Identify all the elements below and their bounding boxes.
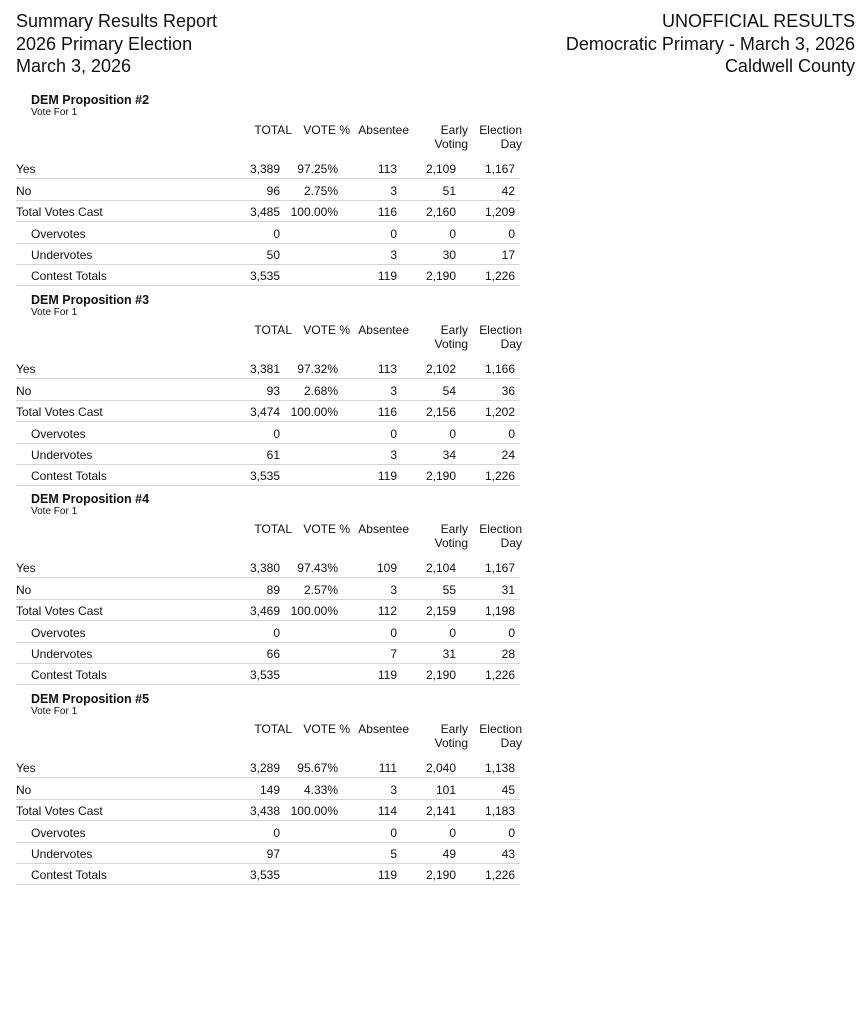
cell-election-day: 31 — [501, 582, 515, 597]
contest-title: DEM Proposition #4 — [31, 492, 150, 506]
cell-total: 66 — [266, 646, 280, 661]
cell-vote-pct: 95.67% — [297, 761, 338, 776]
row-label: No — [16, 582, 32, 597]
col-header-absentee: Absentee — [358, 123, 409, 137]
cell-absentee: 113 — [377, 362, 397, 377]
cell-vote-pct: 100.00% — [290, 804, 338, 819]
table-row — [16, 600, 520, 621]
row-label: No — [16, 383, 32, 398]
col-header-eday-line1: Election — [479, 323, 522, 337]
cell-early-voting: 51 — [442, 183, 456, 198]
cell-total: 89 — [266, 582, 280, 597]
col-header-total: TOTAL — [254, 123, 292, 137]
col-header-vote-pct: VOTE % — [303, 323, 350, 337]
cell-total: 3,485 — [249, 205, 280, 220]
cell-vote-pct: 97.32% — [297, 362, 338, 377]
row-label: Contest Totals — [31, 469, 107, 484]
col-header-election-day — [479, 124, 522, 151]
table-row — [16, 621, 520, 642]
contest-vote-for: Vote For 1 — [31, 107, 78, 118]
col-header-eday-line2: Day — [500, 735, 522, 750]
cell-total: 50 — [266, 247, 280, 262]
col-header-early-line1: Early — [440, 323, 468, 337]
cell-total: 97 — [266, 846, 280, 861]
row-label: Undervotes — [31, 447, 93, 462]
cell-total: 3,474 — [249, 405, 280, 420]
col-header-absentee: Absentee — [358, 722, 409, 736]
cell-early-voting: 55 — [442, 582, 456, 597]
col-header-total: TOTAL — [254, 323, 292, 337]
cell-vote-pct: 100.00% — [290, 604, 338, 619]
cell-absentee: 3 — [390, 383, 397, 398]
cell-early-voting: 49 — [442, 846, 456, 861]
cell-total: 3,381 — [249, 362, 280, 377]
cell-absentee: 114 — [377, 804, 397, 819]
cell-election-day: 28 — [501, 646, 515, 661]
contest-block — [16, 93, 520, 286]
cell-election-day: 1,198 — [484, 604, 515, 619]
row-label: Total Votes Cast — [16, 604, 103, 619]
cell-total: 0 — [273, 226, 280, 241]
report-title: Summary Results Report — [16, 11, 218, 31]
election-date: March 3, 2026 — [16, 56, 132, 76]
col-header-absentee: Absentee — [358, 522, 409, 536]
table-row — [16, 578, 520, 599]
cell-absentee: 116 — [377, 405, 397, 420]
row-label: Yes — [16, 561, 36, 576]
cell-vote-pct: 4.33% — [303, 782, 338, 797]
cell-total: 3,380 — [249, 561, 280, 576]
cell-early-voting: 31 — [442, 646, 456, 661]
row-label: Total Votes Cast — [16, 804, 103, 819]
cell-absentee: 3 — [390, 183, 397, 198]
cell-absentee: 119 — [377, 469, 397, 484]
cell-vote-pct: 2.57% — [303, 582, 338, 597]
cell-total: 3,535 — [249, 868, 280, 883]
report-header-left — [16, 10, 217, 78]
contest-vote-for: Vote For 1 — [31, 307, 78, 318]
contest-title: DEM Proposition #3 — [31, 293, 150, 307]
col-header-eday-line2: Day — [500, 336, 522, 351]
row-label: Yes — [16, 362, 36, 377]
cell-absentee: 0 — [390, 625, 397, 640]
col-header-total: TOTAL — [254, 722, 292, 736]
row-label: No — [16, 782, 32, 797]
cell-total: 3,469 — [249, 604, 280, 619]
cell-absentee: 3 — [390, 782, 397, 797]
contest-block — [16, 492, 520, 685]
cell-absentee: 119 — [377, 668, 397, 683]
col-header-eday-line2: Day — [500, 535, 522, 550]
table-row — [16, 778, 520, 799]
report-header-right — [566, 10, 855, 78]
col-header-vote-pct: VOTE % — [303, 522, 350, 536]
table-row — [16, 179, 520, 200]
col-header-eday-line1: Election — [479, 522, 522, 536]
column-headers — [16, 124, 520, 158]
cell-early-voting: 2,104 — [425, 561, 456, 576]
row-label: Total Votes Cast — [16, 405, 103, 420]
table-row — [16, 158, 520, 179]
contest-block — [16, 692, 520, 885]
table-row — [16, 664, 520, 685]
col-header-early-voting — [435, 523, 468, 550]
table-row — [16, 821, 520, 842]
cell-absentee: 109 — [376, 561, 397, 576]
cell-vote-pct: 97.25% — [297, 162, 338, 177]
cell-total: 93 — [266, 383, 280, 398]
cell-election-day: 1,226 — [484, 868, 515, 883]
contest-block — [16, 293, 520, 486]
cell-vote-pct: 100.00% — [290, 405, 338, 420]
table-row — [16, 401, 520, 422]
cell-early-voting: 2,040 — [425, 761, 456, 776]
col-header-early-line2: Voting — [434, 136, 468, 151]
col-header-election-day — [479, 324, 522, 351]
cell-election-day: 24 — [501, 447, 515, 462]
cell-absentee: 0 — [390, 226, 397, 241]
cell-election-day: 1,226 — [484, 269, 515, 284]
cell-vote-pct: 100.00% — [290, 205, 338, 220]
table-row — [16, 864, 520, 885]
col-header-vote-pct: VOTE % — [303, 123, 350, 137]
cell-early-voting: 2,160 — [425, 205, 456, 220]
table-row — [16, 757, 520, 778]
row-label: Contest Totals — [31, 668, 107, 683]
col-header-eday-line2: Day — [500, 136, 522, 151]
cell-total: 0 — [273, 825, 280, 840]
col-header-early-voting — [435, 324, 468, 351]
col-header-total: TOTAL — [254, 522, 292, 536]
cell-vote-pct: 97.43% — [297, 561, 338, 576]
election-name: 2026 Primary Election — [16, 33, 193, 54]
cell-absentee: 3 — [390, 582, 397, 597]
col-header-eday-line1: Election — [479, 123, 522, 137]
county-name: Caldwell County — [724, 56, 855, 76]
row-label: Undervotes — [31, 846, 93, 861]
cell-total: 0 — [273, 426, 280, 441]
cell-total: 149 — [259, 782, 280, 797]
table-row — [16, 379, 520, 400]
table-row — [16, 843, 520, 864]
cell-early-voting: 2,141 — [425, 804, 456, 819]
cell-total: 3,535 — [249, 469, 280, 484]
table-row — [16, 244, 520, 265]
cell-absentee: 116 — [377, 205, 397, 220]
cell-vote-pct: 2.68% — [303, 383, 338, 398]
table-row — [16, 201, 520, 222]
cell-absentee: 119 — [377, 868, 397, 883]
cell-early-voting: 2,102 — [425, 362, 456, 377]
cell-absentee: 119 — [377, 269, 397, 284]
cell-early-voting: 0 — [449, 226, 456, 241]
cell-early-voting: 34 — [442, 447, 456, 462]
col-header-early-line2: Voting — [434, 735, 468, 750]
contest-title: DEM Proposition #2 — [31, 93, 150, 107]
row-label: Total Votes Cast — [16, 205, 103, 220]
col-header-vote-pct: VOTE % — [303, 722, 350, 736]
col-header-early-line1: Early — [440, 123, 468, 137]
cell-early-voting: 0 — [449, 426, 456, 441]
cell-total: 96 — [266, 183, 280, 198]
row-label: Overvotes — [31, 625, 86, 640]
cell-early-voting: 0 — [449, 625, 456, 640]
contest-title: DEM Proposition #5 — [31, 692, 150, 706]
cell-absentee: 111 — [378, 761, 397, 776]
col-header-early-line1: Early — [440, 522, 468, 536]
primary-name: Democratic Primary - March 3, 2026 — [565, 33, 855, 54]
column-headers — [16, 723, 520, 757]
row-label: Contest Totals — [31, 868, 107, 883]
row-label: Yes — [16, 162, 36, 177]
cell-total: 61 — [266, 447, 280, 462]
row-label: Overvotes — [31, 426, 86, 441]
cell-election-day: 1,202 — [484, 405, 515, 420]
col-header-election-day — [479, 723, 522, 750]
cell-early-voting: 2,156 — [425, 405, 456, 420]
cell-absentee: 7 — [390, 646, 397, 661]
cell-election-day: 43 — [501, 846, 515, 861]
contest-vote-for: Vote For 1 — [31, 506, 78, 517]
table-row — [16, 222, 520, 243]
cell-election-day: 1,226 — [484, 469, 515, 484]
cell-election-day: 0 — [508, 226, 515, 241]
cell-early-voting: 2,190 — [425, 668, 456, 683]
row-label: Overvotes — [31, 825, 86, 840]
col-header-early-line1: Early — [440, 722, 468, 736]
cell-early-voting: 2,190 — [425, 269, 456, 284]
col-header-early-voting — [435, 723, 468, 750]
col-header-early-line2: Voting — [434, 336, 468, 351]
cell-election-day: 42 — [501, 183, 515, 198]
row-label: Undervotes — [31, 646, 93, 661]
cell-absentee: 3 — [390, 447, 397, 462]
cell-total: 3,535 — [249, 269, 280, 284]
cell-election-day: 1,138 — [484, 761, 515, 776]
row-label: Yes — [16, 761, 36, 776]
table-row — [16, 800, 520, 821]
row-label: Contest Totals — [31, 269, 107, 284]
cell-early-voting: 2,109 — [425, 162, 456, 177]
results-status: UNOFFICIAL RESULTS — [661, 11, 855, 31]
table-row — [16, 358, 520, 379]
cell-total: 0 — [273, 625, 280, 640]
col-header-absentee: Absentee — [358, 323, 409, 337]
cell-election-day: 1,209 — [484, 205, 515, 220]
cell-early-voting: 54 — [442, 383, 456, 398]
cell-absentee: 5 — [390, 846, 397, 861]
col-header-election-day — [479, 523, 522, 550]
table-row — [16, 444, 520, 465]
cell-early-voting: 2,159 — [425, 604, 456, 619]
table-row — [16, 557, 520, 578]
table-row — [16, 422, 520, 443]
cell-election-day: 1,167 — [484, 561, 515, 576]
cell-vote-pct: 2.75% — [303, 183, 338, 198]
cell-election-day: 0 — [508, 426, 515, 441]
cell-early-voting: 30 — [442, 247, 456, 262]
row-label: No — [16, 183, 32, 198]
cell-absentee: 3 — [390, 247, 397, 262]
cell-election-day: 1,226 — [484, 668, 515, 683]
cell-election-day: 17 — [501, 247, 515, 262]
cell-election-day: 36 — [501, 383, 515, 398]
row-label: Overvotes — [31, 226, 86, 241]
column-headers — [16, 324, 520, 358]
cell-absentee: 0 — [390, 825, 397, 840]
table-row — [16, 465, 520, 486]
cell-total: 3,389 — [249, 162, 280, 177]
cell-election-day: 1,167 — [484, 162, 515, 177]
cell-early-voting: 2,190 — [425, 469, 456, 484]
cell-absentee: 112 — [377, 604, 397, 619]
cell-absentee: 0 — [390, 426, 397, 441]
cell-total: 3,438 — [249, 804, 280, 819]
cell-early-voting: 2,190 — [425, 868, 456, 883]
cell-election-day: 45 — [501, 782, 515, 797]
row-label: Undervotes — [31, 247, 93, 262]
col-header-early-voting — [435, 124, 468, 151]
table-row — [16, 643, 520, 664]
cell-total: 3,535 — [249, 668, 280, 683]
cell-election-day: 0 — [508, 825, 515, 840]
cell-election-day: 1,183 — [484, 804, 515, 819]
cell-election-day: 0 — [508, 625, 515, 640]
column-headers — [16, 523, 520, 557]
cell-absentee: 113 — [377, 162, 397, 177]
cell-early-voting: 101 — [435, 782, 456, 797]
table-row — [16, 265, 520, 286]
contest-vote-for: Vote For 1 — [31, 706, 78, 717]
cell-total: 3,289 — [249, 761, 280, 776]
col-header-early-line2: Voting — [434, 535, 468, 550]
cell-election-day: 1,166 — [484, 362, 515, 377]
col-header-eday-line1: Election — [479, 722, 522, 736]
cell-early-voting: 0 — [449, 825, 456, 840]
